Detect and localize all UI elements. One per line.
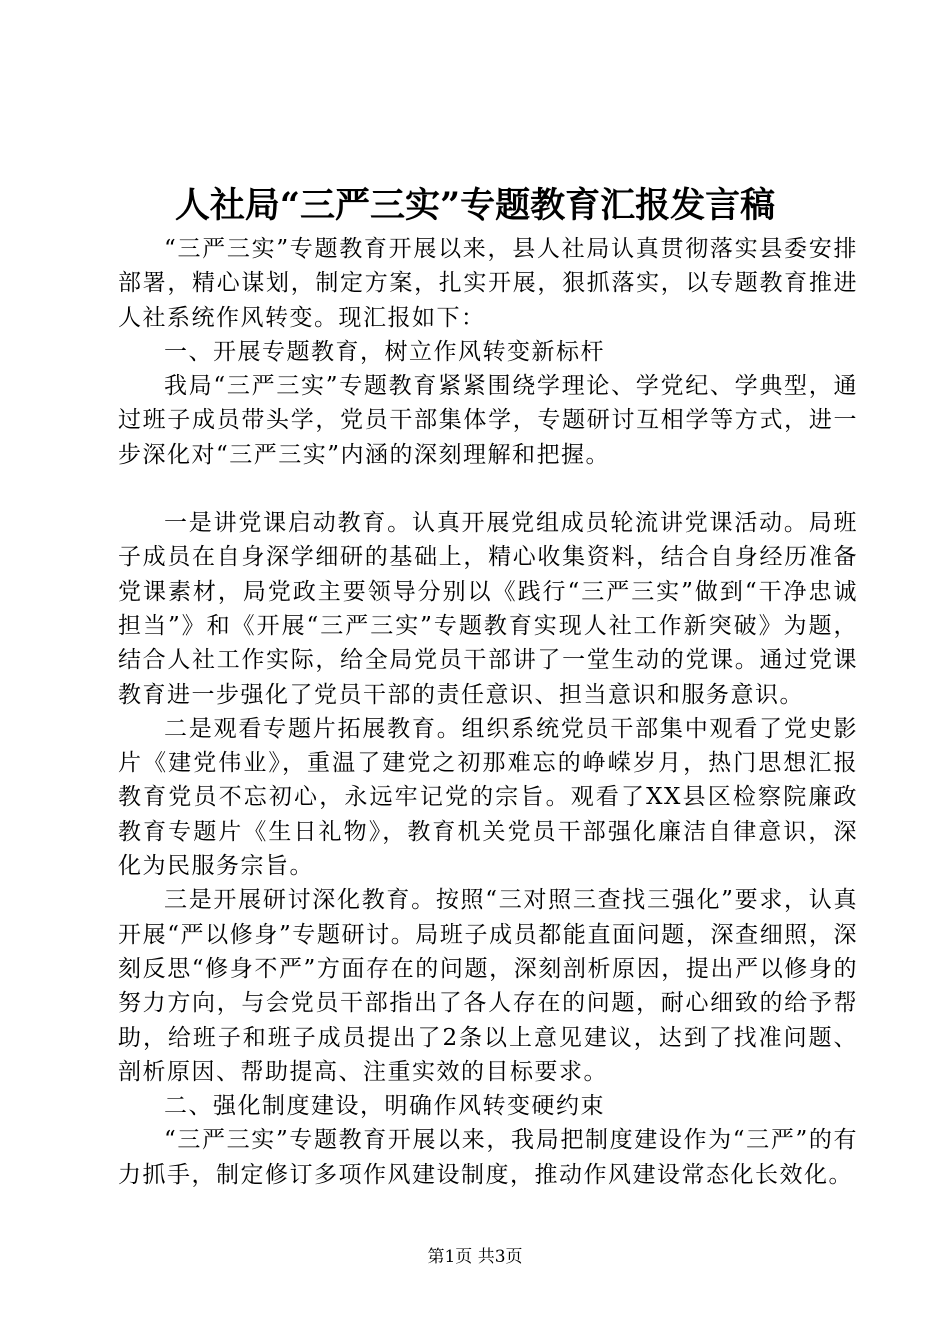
section-heading-2: 二、强化制度建设，明确作风转变硬约束 xyxy=(164,1093,605,1120)
item-2-paragraph: 二是观看专题片拓展教育。组织系统党员干部集中观看了党史影片《建党伟业》，重温了建党之初那难忘的峥嵘岁月，热门思想汇报教育党员不忘初心，永远牢记党的宗旨。观看了XX县区检察院廉政教育专题片《生日礼物》，教育机关党员干部强化廉洁自律意识，深化为民服务宗旨。 xyxy=(118,715,858,880)
item-1-paragraph: 一是讲党课启动教育。认真开展党组成员轮流讲党课活动。局班子成员在自身深学细研的基础上，精心收集资料，结合自身经历准备党课素材，局党政主要领导分别以《践行“三严三实”做到“干净忠诚担当”》和《开展“三严三实”专题教育实现人社工作新突破》为题，结合人社工作实际，给全局党员干部讲了一堂生动的党课。通过党课教育进一步强化了党员干部的责任意识、担当意识和服务意识。 xyxy=(118,510,858,708)
section-heading-1: 一、开展专题教育，树立作风转变新标杆 xyxy=(164,338,605,365)
section-1-summary-paragraph: 我局“三严三实”专题教育紧紧围绕学理论、学党纪、学典型，通过班子成员带头学，党员干部集体学，专题研讨互相学等方式，进一步深化对“三严三实”内涵的深刻理解和把握。 xyxy=(118,373,858,468)
document-body xyxy=(118,232,858,1192)
page-number-footer: 第1页 共3页 xyxy=(427,1247,523,1267)
section-2-summary-paragraph: “三严三实”专题教育开展以来，我局把制度建设作为“三严”的有力抓手，制定修订多项作风建设制度，推动作风建设常态化长效化。 xyxy=(118,1127,858,1188)
document-title: 人社局“三严三实”专题教育汇报发言稿 xyxy=(174,185,776,226)
item-3-paragraph: 三是开展研讨深化教育。按照“三对照三查找三强化”要求，认真开展“严以修身”专题研讨。局班子成员都能直面问题，深查细照，深刻反思“修身不严”方面存在的问题，深刻剖析原因，提出严以修身的努力方向，与会党员干部指出了各人存在的问题，耐心细致的给予帮助，给班子和班子成员提出了2条以上意见建议，达到了找准问题、剖析原因、帮助提高、注重实效的目标要求。 xyxy=(118,887,858,1085)
intro-paragraph: “三严三实”专题教育开展以来，县人社局认真贯彻落实县委安排部署，精心谋划，制定方案，扎实开展，狠抓落实，以专题教育推进人社系统作风转变。现汇报如下： xyxy=(118,236,858,331)
